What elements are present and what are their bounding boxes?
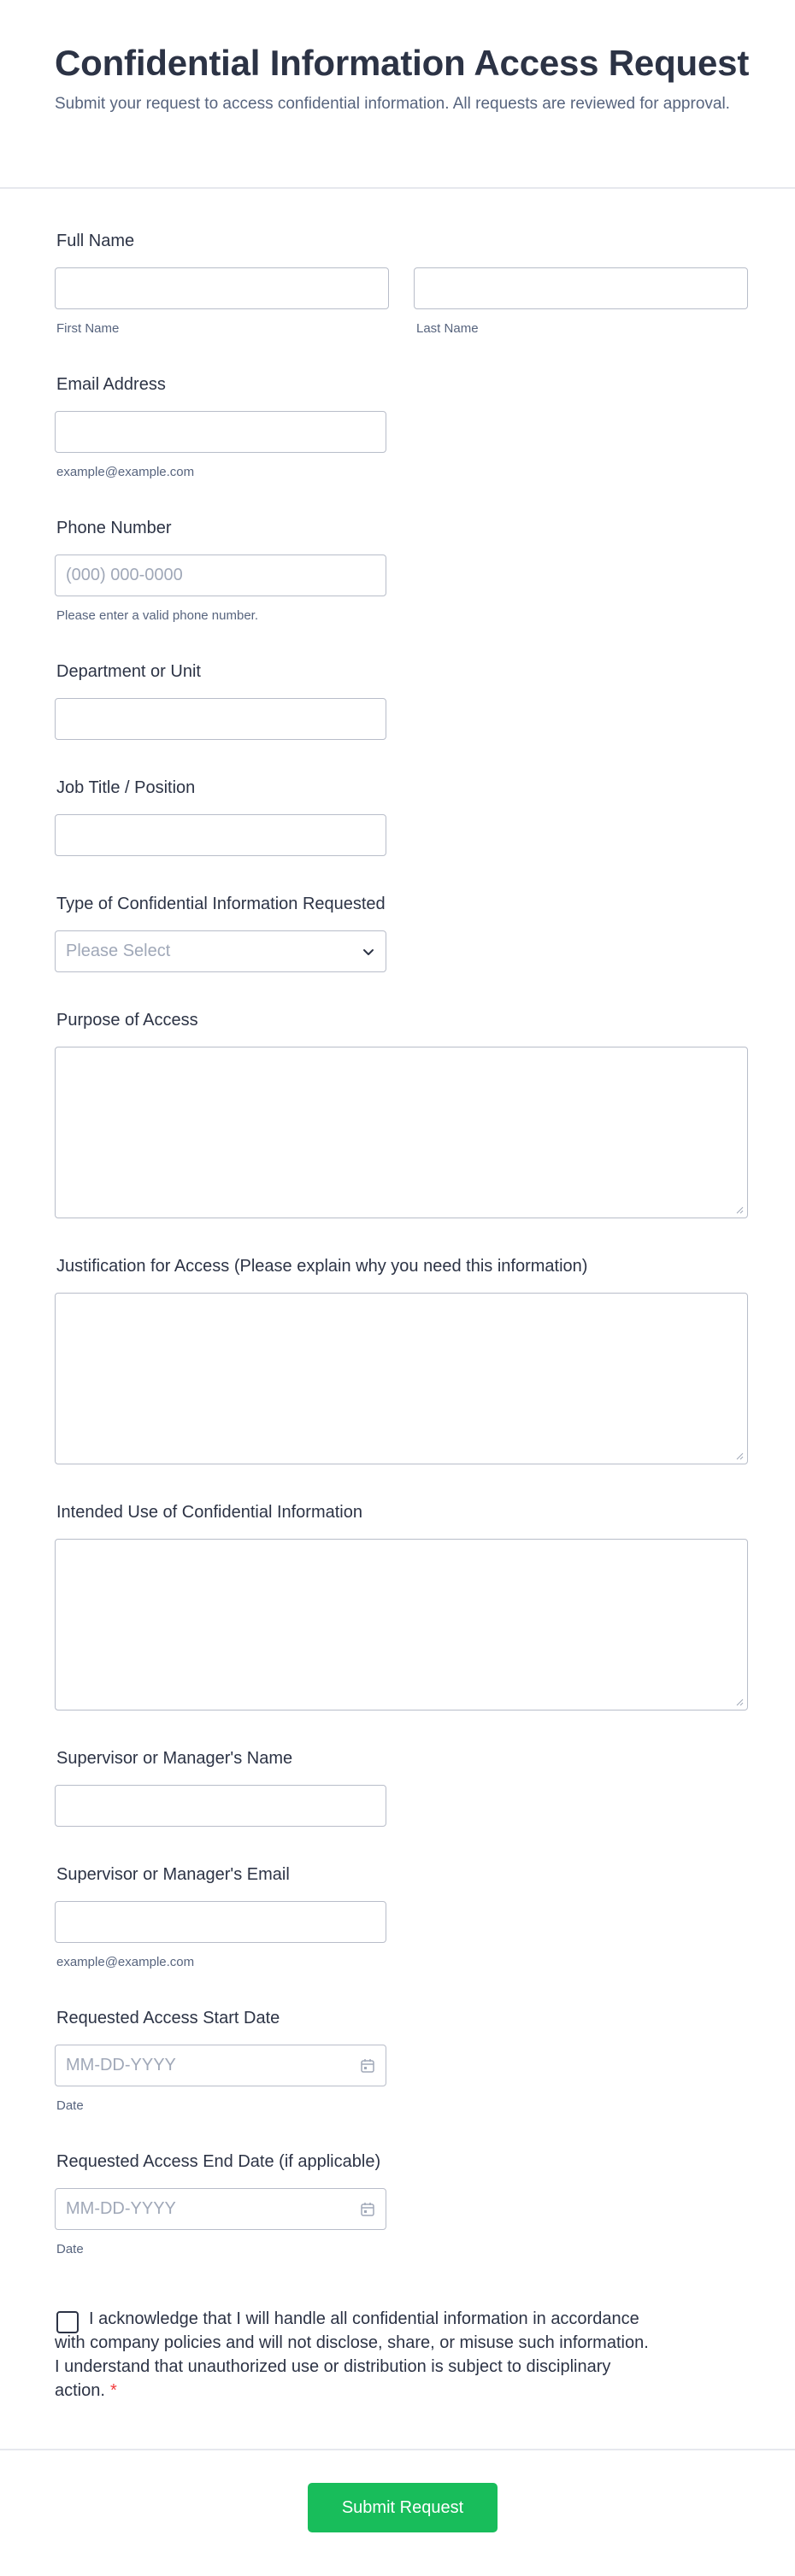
justification-textarea[interactable]	[55, 1293, 748, 1464]
calendar-icon[interactable]	[360, 2202, 375, 2217]
email-label: Email Address	[56, 375, 166, 394]
resize-grip-icon[interactable]	[735, 1206, 744, 1214]
end-date-label: Requested Access End Date (if applicable)	[56, 2152, 381, 2171]
resize-grip-icon[interactable]	[735, 1452, 744, 1460]
end-date-input[interactable]	[55, 2188, 386, 2230]
info-type-placeholder: Please Select	[66, 942, 171, 960]
start-date-label: Requested Access Start Date	[56, 2009, 280, 2027]
purpose-textarea[interactable]	[55, 1047, 748, 1218]
info-type-select[interactable]	[55, 930, 386, 972]
job-title-label: Job Title / Position	[56, 778, 196, 797]
submit-button[interactable]: Submit Request	[308, 2483, 498, 2532]
consent-text	[55, 2307, 653, 2403]
full-name-label: Full Name	[56, 232, 135, 250]
supervisor-email-sublabel: example@example.com	[56, 1955, 195, 1969]
end-date-sublabel: Date	[56, 2242, 84, 2256]
required-asterisk: *	[109, 2381, 117, 2400]
start-date-placeholder: MM-DD-YYYY	[66, 2056, 176, 2074]
last-name-input[interactable]	[414, 267, 748, 309]
email-input[interactable]	[55, 411, 386, 453]
info-type-label: Type of Confidential Information Requested	[56, 895, 386, 913]
last-name-sublabel: Last Name	[416, 321, 479, 336]
start-date-input[interactable]	[55, 2045, 386, 2086]
phone-input[interactable]	[55, 555, 386, 596]
supervisor-email-input[interactable]	[55, 1901, 386, 1943]
phone-placeholder: (000) 000-0000	[66, 566, 183, 584]
footer-divider	[0, 2449, 795, 2450]
first-name-input[interactable]	[55, 267, 389, 309]
supervisor-email-label: Supervisor or Manager's Email	[56, 1865, 290, 1884]
supervisor-name-label: Supervisor or Manager's Name	[56, 1749, 293, 1768]
end-date-placeholder: MM-DD-YYYY	[66, 2199, 176, 2218]
intended-use-textarea[interactable]	[55, 1539, 748, 1710]
phone-sublabel: Please enter a valid phone number.	[56, 608, 258, 623]
department-label: Department or Unit	[56, 662, 201, 681]
department-input[interactable]	[55, 698, 386, 740]
form-header	[0, 0, 795, 189]
resize-grip-icon[interactable]	[735, 1698, 744, 1706]
consent-label: I acknowledge that I will handle all confidential information in accordance with company policies and will not disclose, share, or misuse such information. I understand that unauthorized use or distribution is subject to disciplinary action.	[55, 2309, 649, 2400]
email-sublabel: example@example.com	[56, 465, 195, 479]
phone-label: Phone Number	[56, 519, 172, 537]
start-date-sublabel: Date	[56, 2098, 84, 2113]
justification-label: Justification for Access (Please explain why you need this information)	[56, 1257, 588, 1276]
supervisor-name-input[interactable]	[55, 1785, 386, 1827]
job-title-input[interactable]	[55, 814, 386, 856]
chevron-down-icon	[360, 943, 377, 960]
page-subtitle: Submit your request to access confidential information. All requests are reviewed for approval.	[55, 95, 730, 113]
calendar-icon[interactable]	[360, 2058, 375, 2074]
purpose-label: Purpose of Access	[56, 1011, 198, 1030]
page-title: Confidential Information Access Request	[55, 43, 750, 83]
first-name-sublabel: First Name	[56, 321, 120, 336]
intended-use-label: Intended Use of Confidential Information	[56, 1503, 362, 1522]
